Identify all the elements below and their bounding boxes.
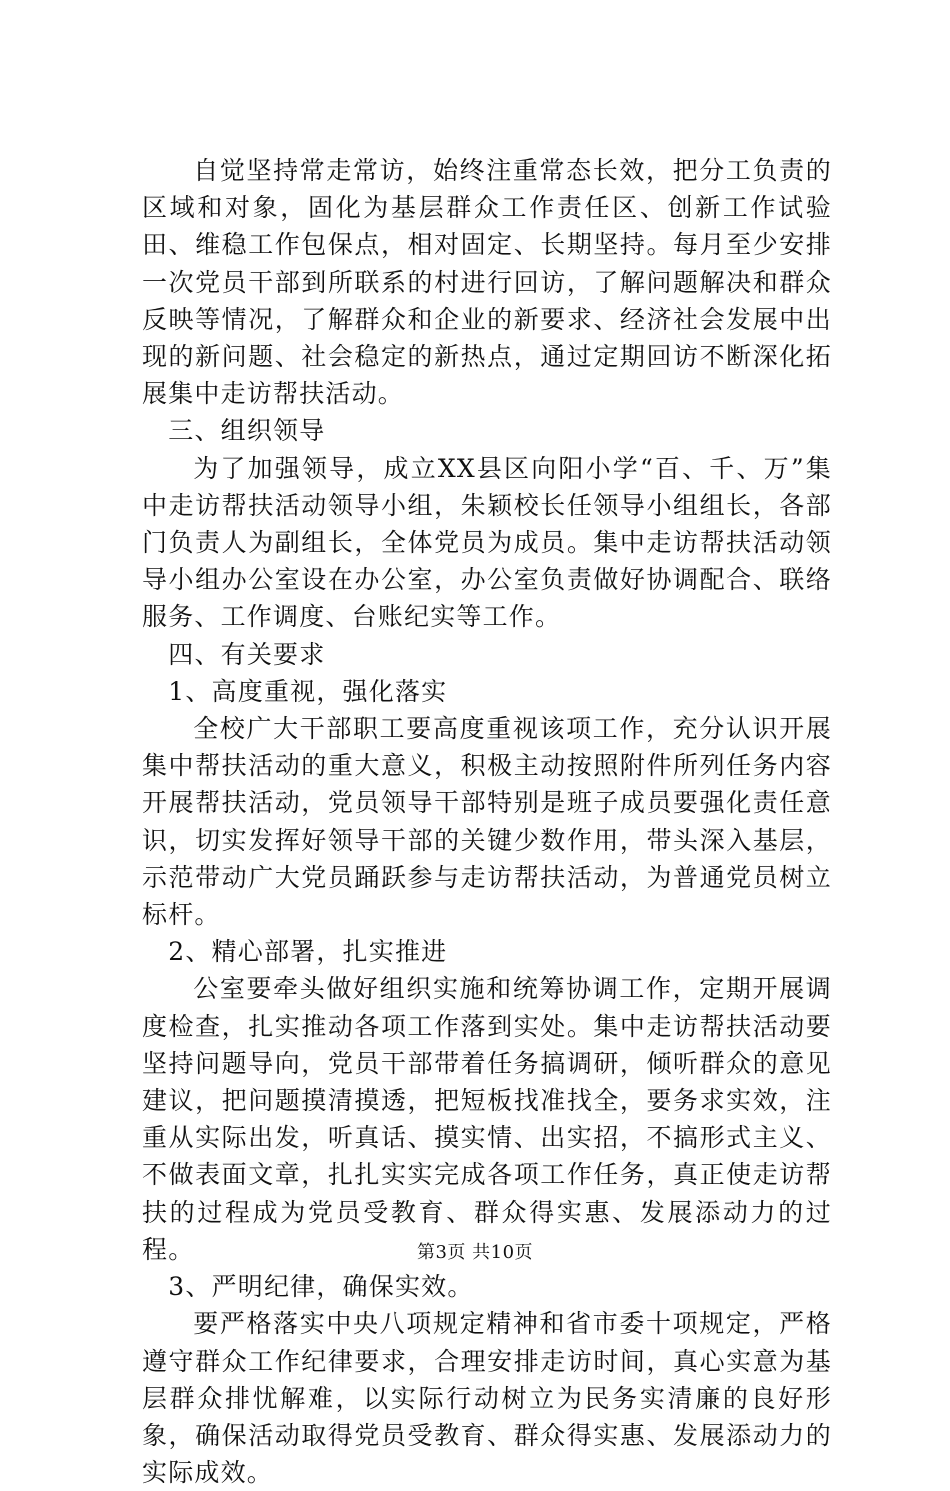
- paragraph-leadership-group: 为了加强领导，成立XX县区向阳小学“百、千、万”集中走访帮扶活动领导小组，朱颖校长任领导小组组长，各部门负责人为副组长，全体党员为成员。集中走访帮扶活动领导小组办公室设在办公室，办公室负责做好协调配合、联络服务、工作调度、台账纪实等工作。: [142, 453, 832, 632]
- paragraph-strict-discipline: 要严格落实中央八项规定精神和省市委十项规定，严格遵守群众工作纪律要求，合理安排走访时间，真心实意为基层群众排忧解难，以实际行动树立为民务实清廉的良好形象，确保活动取得党员受教育、群众得实惠、发展添动力的实际成效。: [142, 1309, 832, 1488]
- paragraph-attach-importance: 全校广大干部职工要高度重视该项工作，充分认识开展集中帮扶活动的重大意义，积极主动按照附件所列任务内容开展帮扶活动，党员领导干部特别是班子成员要强化责任意识，切实发挥好领导干部的关键少数作用，带头深入基层，示范带动广大党员踊跃参与走访帮扶活动，为普通党员树立标杆。: [142, 714, 832, 930]
- paragraph-follow-up-visits: 自觉坚持常走常访，始终注重常态长效，把分工负责的区域和对象，固化为基层群众工作责任区、创新工作试验田、维稳工作包保点，相对固定、长期坚持。每月至少安排一次党员干部到所联系的村进行回访，了解问题解决和群众反映等情况，了解群众和企业的新要求、经济社会发展中出现的新问题、社会稳定的新热点，通过定期回访不断深化拓展集中走访帮扶活动。: [142, 156, 832, 409]
- document-body: [142, 152, 832, 1491]
- subheading-strict-discipline: 3、严明纪律，确保实效。: [168, 1272, 474, 1302]
- page-number-footer: 第3页 共10页: [416, 1242, 534, 1263]
- paragraph-careful-deployment: 公室要牵头做好组织实施和统筹协调工作，定期开展调度检查，扎实推动各项工作落到实处。集中走访帮扶活动要坚持问题导向，党员干部带着任务搞调研，倾听群众的意见建议，把问题摸清摸透，把短板找准找全，要务求实效，注重从实际出发，听真话、摸实情、出实招，不搞形式主义、不做表面文章，扎扎实实完成各项工作任务，真正使走访帮扶的过程成为党员受教育、群众得实惠、发展添动力的过程。: [142, 974, 832, 1264]
- section-heading-organization: 三、组织领导: [168, 416, 326, 446]
- subheading-careful-deployment: 2、精心部署，扎实推进: [168, 937, 448, 967]
- section-heading-requirements: 四、有关要求: [168, 639, 326, 669]
- subheading-attach-importance: 1、高度重视，强化落实: [168, 676, 448, 706]
